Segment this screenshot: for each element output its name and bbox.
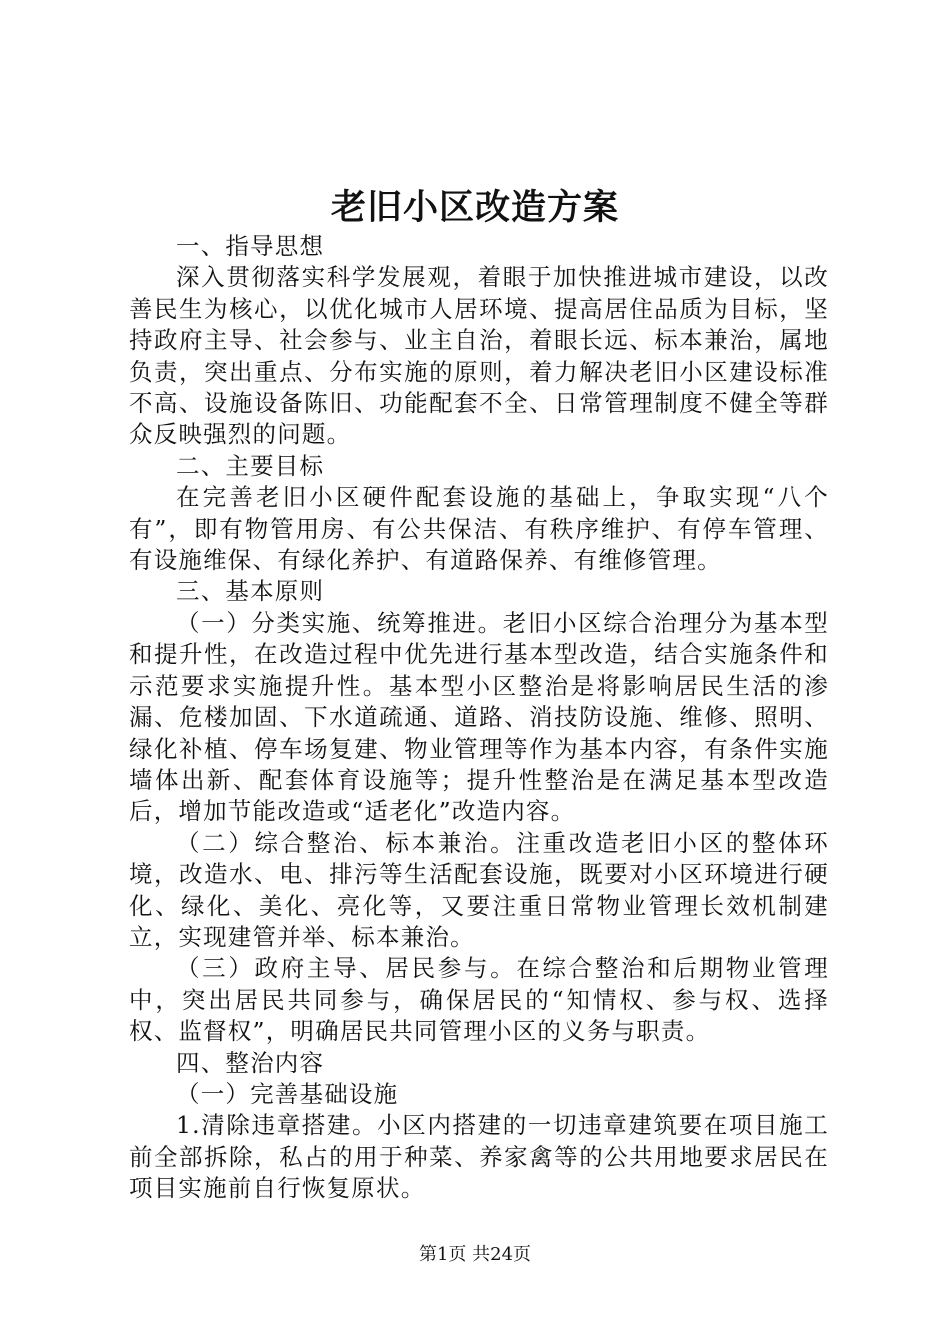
body-paragraph: （一）分类实施、统筹推进。老旧小区综合治理分为基本型和提升性，在改造过程中优先进行基本型改造，结合实施条件和示范要求实施提升性。基本型小区整治是将影响居民生活的渗漏、危楼加固、下水道疏通、道路、消技防设施、维修、照明、绿化补植、停车场复建、物业管理等作为基本内容，有条件实施墙体出新、配套体育设施等；提升性整治是在满足基本型改造后，增加节能改造或“适老化”改造内容。: [129, 608, 829, 826]
subsection-heading: （一）完善基础设施: [176, 1079, 399, 1108]
body-paragraph: 1.清除违章搭建。小区内搭建的一切违章建筑要在项目施工前全部拆除，私占的用于种菜、养家禽等的公共用地要求居民在项目实施前自行恢复原状。: [129, 1111, 829, 1203]
page-footer: 第1页 共24页: [418, 1244, 532, 1265]
document-title: 老旧小区改造方案: [330, 187, 619, 228]
body-paragraph: （三）政府主导、居民参与。在综合整治和后期物业管理中，突出居民共同参与，确保居民的“知情权、参与权、选择权、监督权”，明确居民共同管理小区的义务与职责。: [129, 954, 829, 1046]
section-heading: 四、整治内容: [176, 1048, 325, 1077]
section-heading: 三、基本原则: [176, 577, 325, 606]
section-heading: 一、指导思想: [176, 232, 325, 260]
document-body: [129, 231, 829, 1205]
section-heading: 二、主要目标: [176, 451, 325, 480]
body-paragraph: 在完善老旧小区硬件配套设施的基础上，争取实现“八个有”，即有物管用房、有公共保洁、有秩序维护、有停车管理、有设施维保、有绿化养护、有道路保养、有维修管理。: [129, 483, 829, 575]
body-paragraph: 深入贯彻落实科学发展观，着眼于加快推进城市建设，以改善民生为核心，以优化城市人居环境、提高居住品质为目标，坚持政府主导、社会参与、业主自治，着眼长远、标本兼治，属地负责，突出重点、分布实施的原则，着力解决老旧小区建设标准不高、设施设备陈旧、功能配套不全、日常管理制度不健全等群众反映强烈的问题。: [129, 263, 829, 449]
body-paragraph: （二）综合整治、标本兼治。注重改造老旧小区的整体环境，改造水、电、排污等生活配套设施，既要对小区环境进行硬化、绿化、美化、亮化等，又要注重日常物业管理长效机制建立，实现建管并举、标本兼治。: [129, 828, 829, 951]
